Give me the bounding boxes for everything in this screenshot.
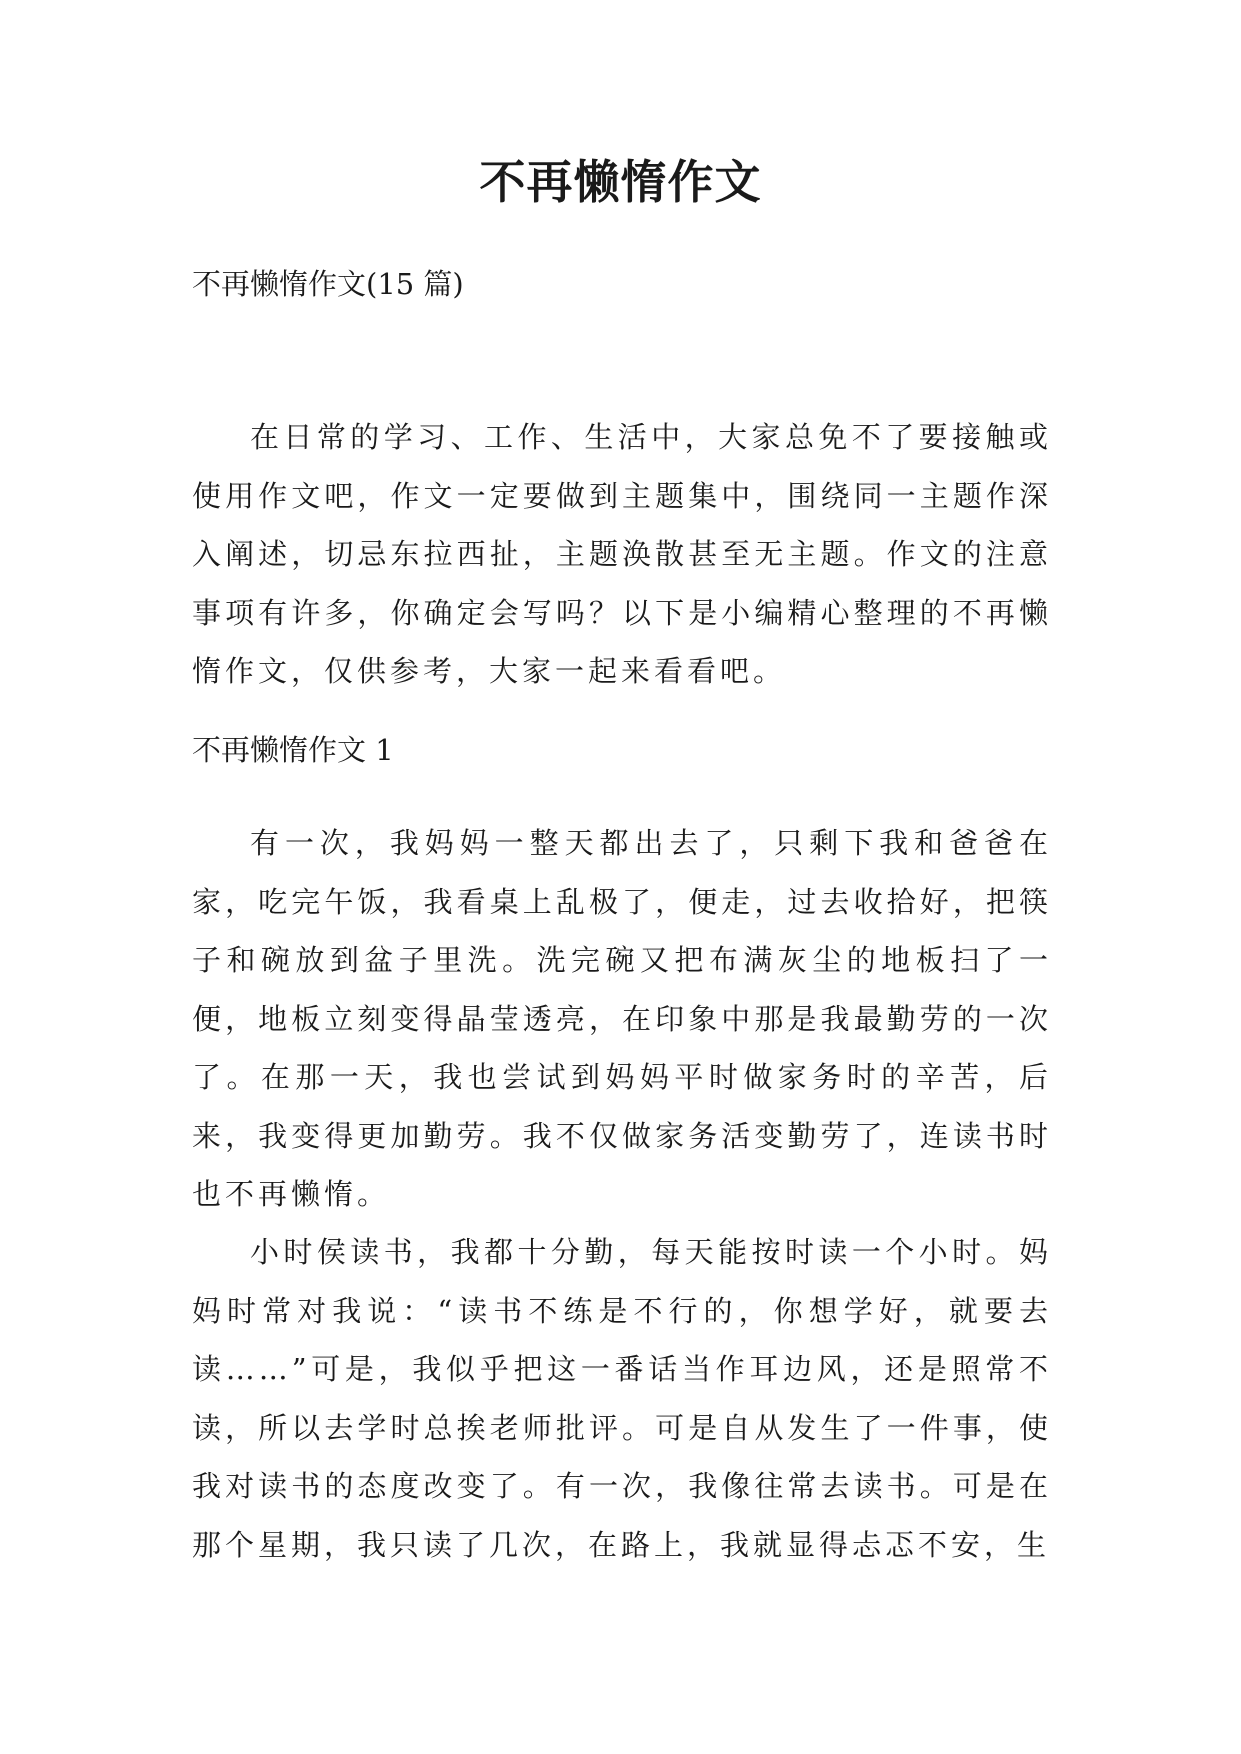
section-heading: 不再懒惰作文 1	[192, 733, 394, 767]
body-paragraph: 有一次，我妈妈一整天都出去了，只剩下我和爸爸在家，吃完午饭，我看桌上乱极了，便走，过去收拾好，把筷子和碗放到盆子里洗。洗完碗又把布满灰尘的地板扫了一便，地板立刻变得晶莹透亮，在印象中那是我最勤劳的一次了。在那一天，我也尝试到妈妈平时做家务时的辛苦，后来，我变得更加勤劳。我不仅做家务活变勤劳了，连读书时也不再懒惰。	[192, 826, 1052, 1211]
body-paragraph: 小时侯读书，我都十分勤，每天能按时读一个小时。妈妈时常对我说：“读书不练是不行的，你想学好，就要去读……”可是，我似乎把这一番话当作耳边风，还是照常不读，所以去学时总挨老师批评。可是自从发生了一件事，使我对读书的态度改变了。有一次，我像往常去读书。可是在那个星期，我只读了几次，在路上，我就显得忐忑不安，生	[192, 1235, 1052, 1562]
intro-paragraph: 在日常的学习、工作、生活中，大家总免不了要接触或使用作文吧，作文一定要做到主题集中，围绕同一主题作深入阐述，切忌东拉西扯，主题涣散甚至无主题。作文的注意事项有许多，你确定会写吗？以下是小编精心整理的不再懒惰作文，仅供参考，大家一起来看看吧。	[192, 420, 1052, 688]
document-subtitle: 不再懒惰作文(15 篇)	[192, 267, 464, 301]
document-title: 不再懒惰作文	[479, 155, 762, 209]
